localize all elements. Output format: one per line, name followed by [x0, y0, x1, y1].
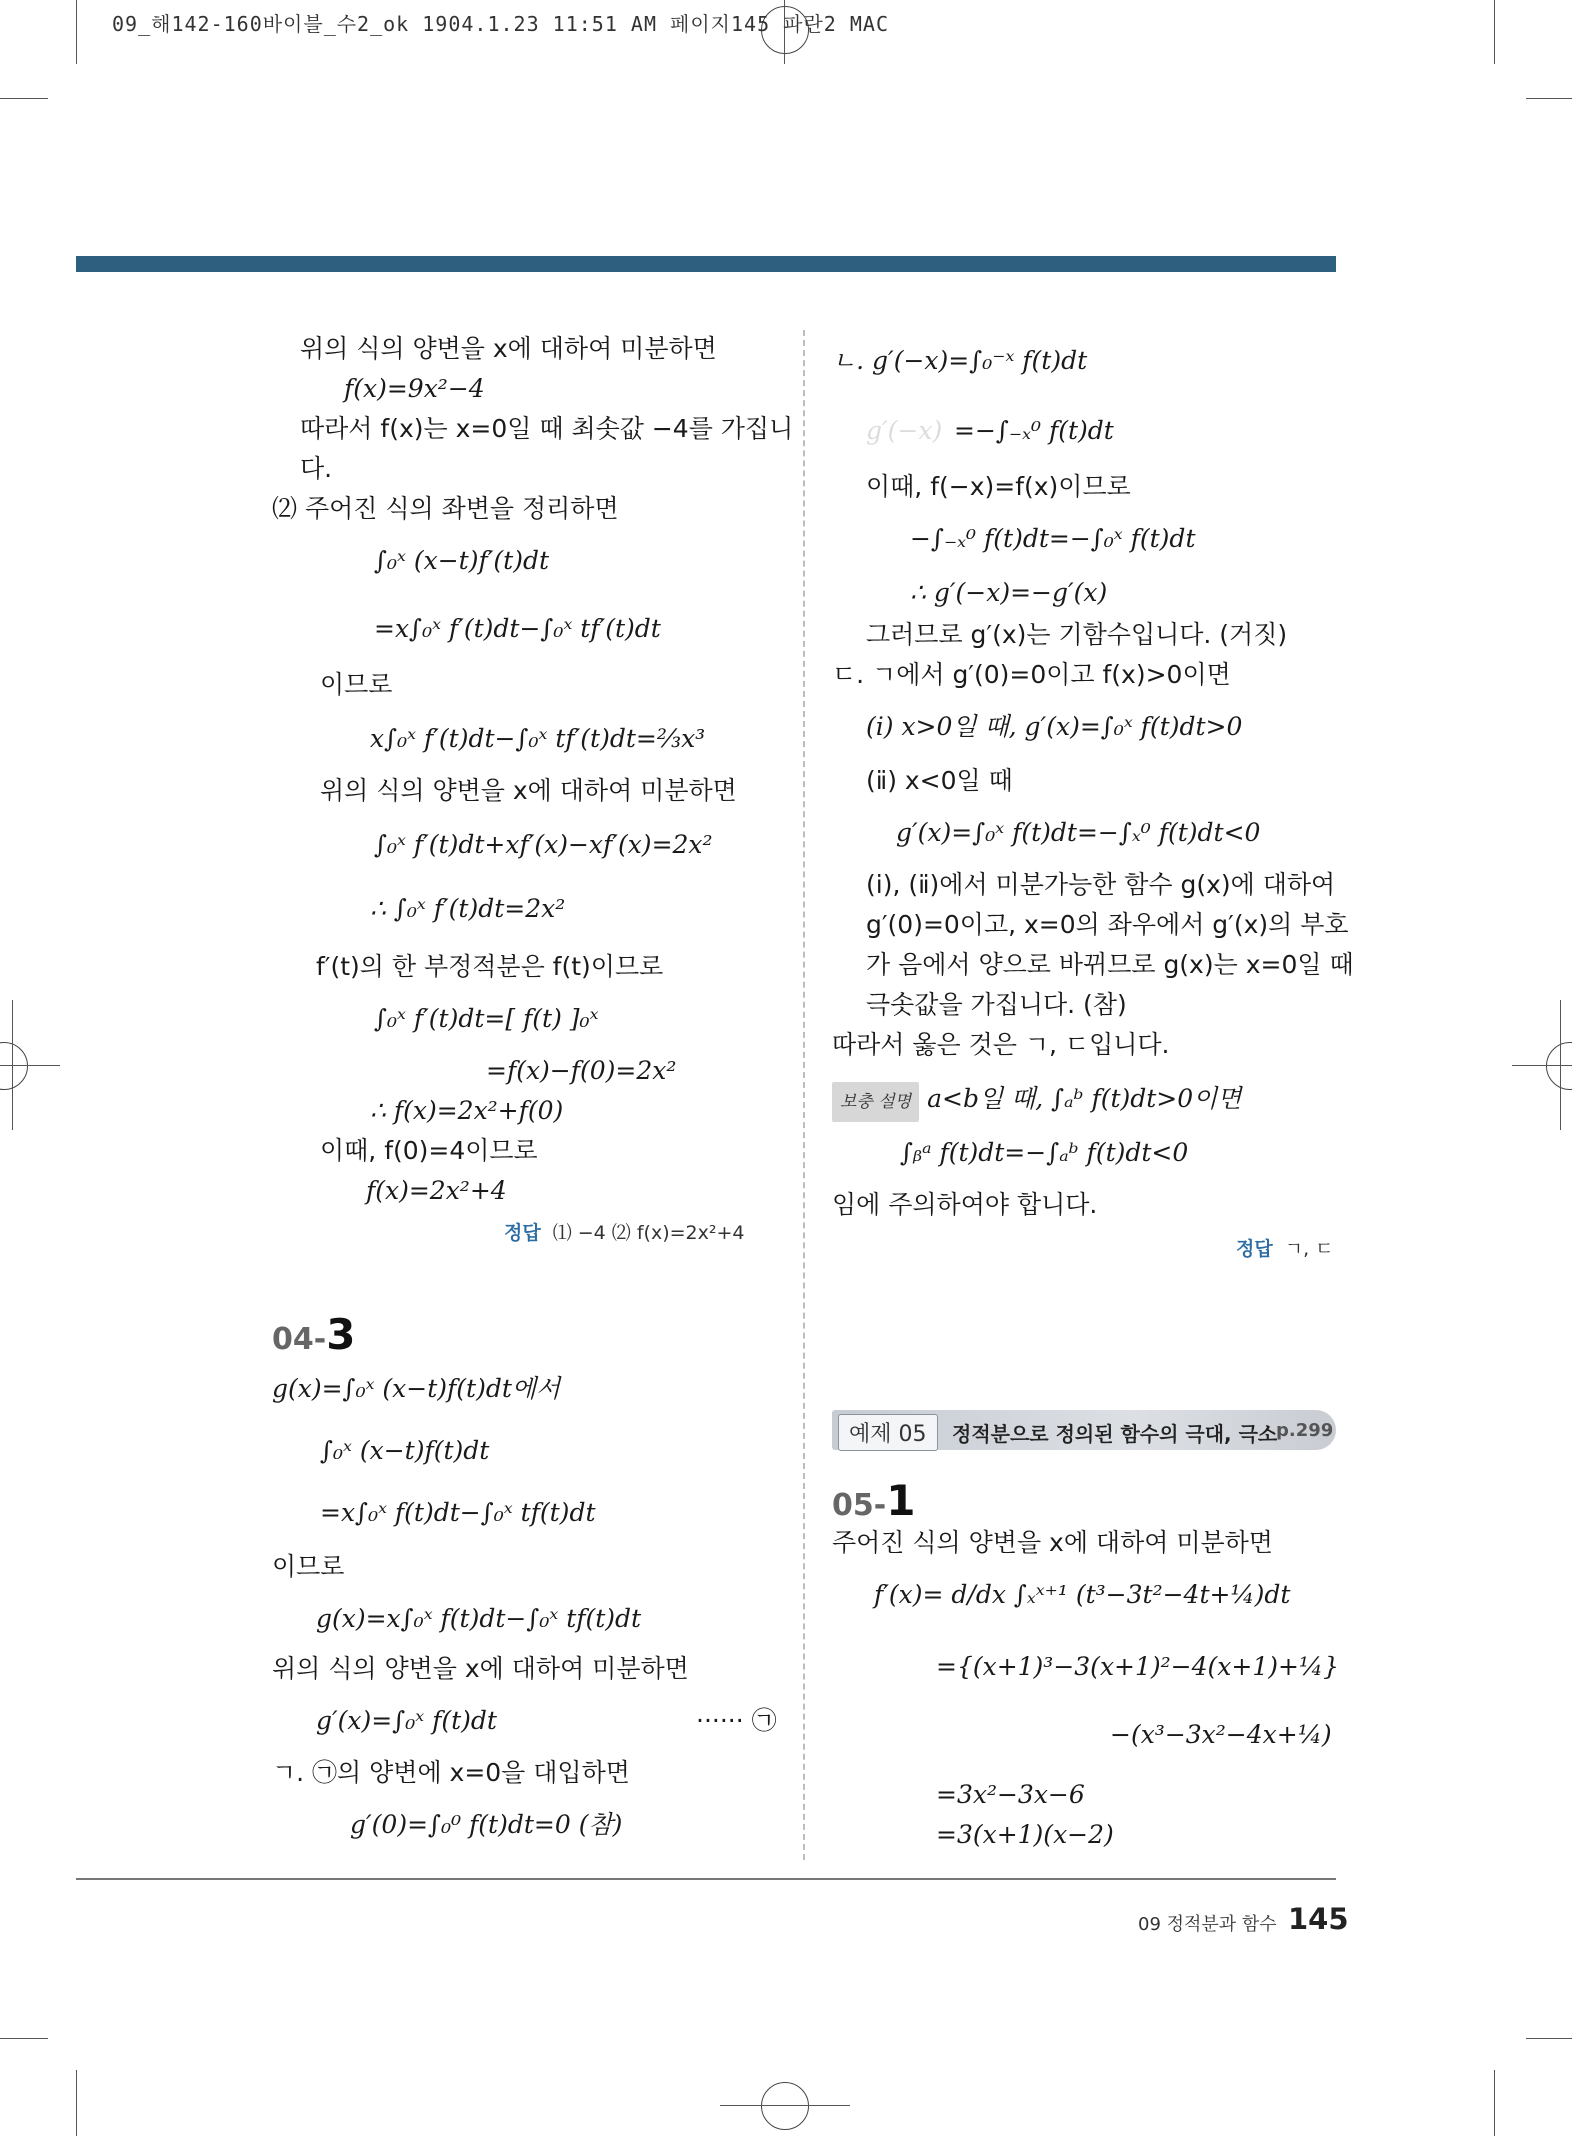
crop-mark [1526, 2038, 1572, 2039]
crop-mark [1560, 1000, 1561, 1130]
formula: =x∫₀ˣ f(t)dt−∫₀ˣ tf(t)dt [320, 1498, 596, 1527]
formula: ㄴ. g′(−x)=∫₀⁻ˣ f(t)dt [832, 346, 1088, 375]
formula: =−∫₋ₓ⁰ f(t)dt [954, 416, 1114, 445]
text-line: 따라서 옳은 것은 ㄱ, ㄷ입니다. [832, 1030, 1170, 1059]
formula: x∫₀ˣ f′(t)dt−∫₀ˣ tf′(t)dt=⅔x³ [370, 724, 706, 753]
footer-rule [76, 1878, 1336, 1880]
text-line: 임에 주의하여야 합니다. [832, 1190, 1098, 1219]
answer-text: ⑴ −4 ⑵ f(x)=2x²+4 [552, 1222, 745, 1244]
section-digit: 1 [886, 1476, 916, 1525]
text-line: 따라서 f(x)는 x=0일 때 최솟값 −4를 가집니 [300, 414, 794, 443]
crop-mark [0, 2038, 48, 2039]
formula: ={(x+1)³−3(x+1)²−4(x+1)+¼} [936, 1652, 1340, 1681]
crop-mark [1494, 2070, 1495, 2136]
section-number [832, 1476, 915, 1525]
example-label: 예제 05 [838, 1414, 938, 1451]
crop-mark [0, 1065, 60, 1066]
answer-line [1236, 1234, 1334, 1261]
text-line: 이므로 [272, 1552, 345, 1581]
crop-mark [76, 2070, 77, 2136]
registration-mark [761, 2082, 809, 2130]
crop-mark [0, 98, 48, 99]
section-digit: 3 [326, 1310, 356, 1359]
text-line: 위의 식의 양변을 x에 대하여 미분하면 [272, 1654, 689, 1683]
text-line: 그러므로 g′(x)는 기함수입니다. (거짓) [866, 620, 1288, 649]
text-line: 이므로 [320, 670, 393, 699]
formula: ∫ᵦᵃ f(t)dt=−∫ₐᵇ f(t)dt<0 [900, 1138, 1189, 1167]
answer-line [504, 1218, 744, 1245]
supplement-line [832, 1082, 1241, 1122]
equation-tag: ······ ㉠ [696, 1706, 777, 1735]
registration-mark [0, 1042, 28, 1090]
text-line: ㄷ. ㄱ에서 g′(0)=0이고 f(x)>0이면 [832, 660, 1231, 689]
formula: ∫₀ˣ f′(t)dt+xf′(x)−xf′(x)=2x² [374, 830, 713, 859]
formula: g′(x)=∫₀ˣ f(t)dt [316, 1706, 497, 1735]
crop-mark [76, 0, 77, 64]
text-line: g′(0)=0이고, x=0의 좌우에서 g′(x)의 부호 [866, 910, 1349, 939]
formula: ∫₀ˣ (x−t)f′(t)dt [374, 546, 549, 575]
text-line: (ⅰ), (ⅱ)에서 미분가능한 함수 g(x)에 대하여 [866, 870, 1336, 899]
formula: =f(x)−f(0)=2x² [486, 1056, 677, 1085]
formula: g′(x)=∫₀ˣ f(t)dt=−∫ₓ⁰ f(t)dt<0 [896, 818, 1261, 847]
formula: f(x)=9x²−4 [344, 374, 485, 403]
formula: ∫₀ˣ (x−t)f(t)dt [320, 1436, 490, 1465]
text-line: 위의 식의 양변을 x에 대하여 미분하면 [320, 776, 737, 805]
text-line: f′(t)의 한 부정적분은 f(t)이므로 [316, 952, 664, 981]
formula: g(x)=x∫₀ˣ f(t)dt−∫₀ˣ tf(t)dt [316, 1604, 642, 1633]
crop-mark [1494, 0, 1495, 64]
formula: =3x²−3x−6 [936, 1780, 1085, 1809]
section-number [272, 1310, 355, 1359]
text-line: 위의 식의 양변을 x에 대하여 미분하면 [300, 334, 717, 363]
text-line: (ⅱ) x<0일 때 [866, 766, 1013, 795]
section-prefix: 04- [272, 1322, 327, 1357]
formula-ghost: g′(−x) [866, 416, 943, 445]
column-divider [803, 330, 805, 1860]
section-prefix: 05- [832, 1488, 887, 1523]
text-line: 다. [300, 454, 333, 483]
registration-mark [1546, 1042, 1572, 1090]
crop-mark [720, 2105, 850, 2106]
example-title: 정적분으로 정의된 함수의 극대, 극소 [952, 1422, 1278, 1446]
print-slug: 09_해142-160바이블_수2_ok 1904.1.23 11:51 AM 페이지145 파란2 MAC [112, 12, 890, 36]
answer-label: 정답 [1236, 1238, 1273, 1260]
crop-mark [1526, 98, 1572, 99]
formula: f′(x)= d/dx ∫ₓˣ⁺¹ (t³−3t²−4t+¼)dt [874, 1580, 1291, 1609]
text-line: 이때, f(−x)=f(x)이므로 [866, 472, 1131, 501]
chapter-label: 09 정적분과 함수 [1138, 1914, 1277, 1935]
top-rule [76, 256, 1336, 272]
example-page-ref: p.299 [1276, 1420, 1334, 1441]
formula: (ⅰ) x>0일 때, g′(x)=∫₀ˣ f(t)dt>0 [866, 712, 1243, 741]
text-line: ⑵ 주어진 식의 좌변을 정리하면 [272, 494, 619, 523]
formula: g(x)=∫₀ˣ (x−t)f(t)dt에서 [272, 1374, 561, 1403]
formula: ∴ ∫₀ˣ f′(t)dt=2x² [370, 894, 566, 923]
formula: −∫₋ₓ⁰ f(t)dt=−∫₀ˣ f(t)dt [910, 524, 1196, 553]
text-line: 가 음에서 양으로 바뀌므로 g(x)는 x=0일 때 [866, 950, 1354, 979]
formula: ∴ f(x)=2x²+f(0) [370, 1096, 564, 1125]
answer-label: 정답 [504, 1222, 541, 1244]
text-line: 극솟값을 가집니다. (참) [866, 990, 1127, 1019]
text-line: ㄱ. ㉠의 양변에 x=0을 대입하면 [272, 1758, 630, 1787]
formula: ∫₀ˣ f′(t)dt=[ f(t) ]₀ˣ [374, 1004, 599, 1033]
crop-mark [12, 1000, 13, 1130]
supplement-badge: 보충 설명 [832, 1082, 919, 1122]
crop-mark [1512, 1065, 1572, 1066]
formula: a<b일 때, ∫ₐᵇ f(t)dt>0이면 [927, 1084, 1242, 1113]
formula: −(x³−3x²−4x+¼) [1110, 1720, 1332, 1749]
formula: f(x)=2x²+4 [366, 1176, 507, 1205]
formula: =3(x+1)(x−2) [936, 1820, 1114, 1849]
text-line: 이때, f(0)=4이므로 [320, 1136, 538, 1165]
formula: =x∫₀ˣ f′(t)dt−∫₀ˣ tf′(t)dt [374, 614, 661, 643]
answer-text: ㄱ, ㄷ [1284, 1238, 1334, 1260]
page-number: 145 [1288, 1902, 1349, 1936]
formula: g′(0)=∫₀⁰ f(t)dt=0 (참) [350, 1810, 623, 1839]
formula: ∴ g′(−x)=−g′(x) [910, 578, 1108, 607]
text-line: 주어진 식의 양변을 x에 대하여 미분하면 [832, 1528, 1273, 1557]
